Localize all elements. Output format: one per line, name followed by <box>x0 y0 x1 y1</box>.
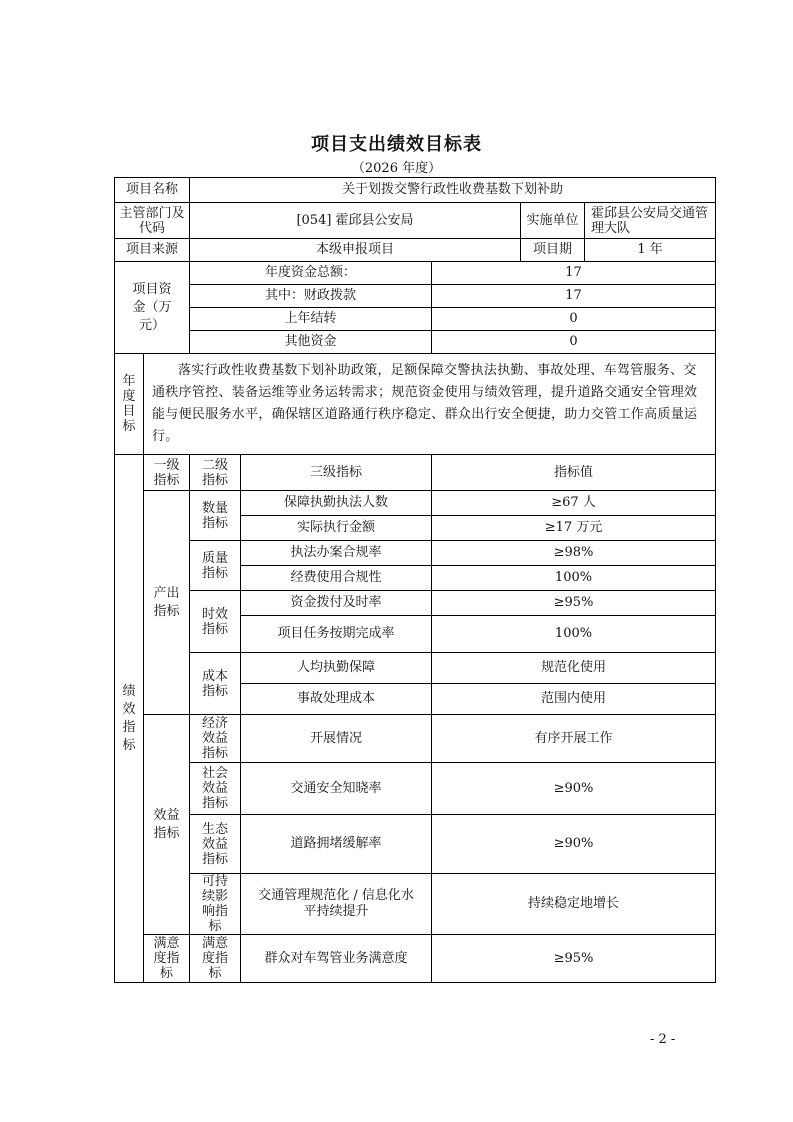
annual-total-label: 年度资金总额： <box>190 262 432 285</box>
indicator-value: 范围内使用 <box>432 684 716 715</box>
fiscal-value: 17 <box>432 285 716 308</box>
indicator-value: 有序开展工作 <box>432 715 716 763</box>
indicator-value: ≥98% <box>432 541 716 566</box>
satisfaction-sub-indicator-label: 满意度指标 <box>190 935 241 983</box>
table-row <box>115 308 716 331</box>
indicator-value: 100% <box>432 616 716 653</box>
quantity-indicator-label: 数量指标 <box>190 491 241 541</box>
project-name-value: 关于划拨交警行政性收费基数下划补助 <box>190 178 716 203</box>
table-row <box>115 815 716 874</box>
page-number: - 2 - <box>650 1032 676 1047</box>
quality-indicator-label: 质量指标 <box>190 541 241 591</box>
satisfaction-indicator-label: 满意度指标 <box>144 935 190 983</box>
eco-indicator-label: 生态效益指标 <box>190 815 241 874</box>
annual-total-value: 17 <box>432 262 716 285</box>
indicator-name: 事故处理成本 <box>241 684 432 715</box>
indicator-name: 执法办案合规率 <box>241 541 432 566</box>
table-row <box>115 178 716 203</box>
table-row <box>115 239 716 262</box>
table-row <box>115 653 716 684</box>
level1-header: 一级指标 <box>144 455 190 491</box>
indicator-name: 人均执勤保障 <box>241 653 432 684</box>
impl-unit-label: 实施单位 <box>521 203 585 239</box>
table-row <box>115 591 716 616</box>
sustain-indicator-label: 可持续影响指标 <box>190 874 241 935</box>
table-row <box>115 874 716 935</box>
performance-label: 绩效指标 <box>115 455 144 983</box>
indicator-value: ≥90% <box>432 763 716 815</box>
carryover-label: 上年结转 <box>190 308 432 331</box>
indicator-value: 持续稳定地增长 <box>432 874 716 935</box>
social-indicator-label: 社会效益指标 <box>190 763 241 815</box>
fiscal-label: 其中：财政拨款 <box>190 285 432 308</box>
indicator-value: ≥95% <box>432 591 716 616</box>
indicator-value: 规范化使用 <box>432 653 716 684</box>
table-row <box>115 763 716 815</box>
dept-code-value: [054] 霍邱县公安局 <box>190 203 521 239</box>
period-label: 项目期 <box>521 239 585 262</box>
carryover-value: 0 <box>432 308 716 331</box>
project-name-label: 项目名称 <box>115 178 190 203</box>
annual-goal-text: 落实行政性收费基数下划补助政策，足额保障交警执法执勤、事故处理、车驾管服务、交通秩序管控、装备运维等业务运转需求；规范资金使用与绩效管理，提升道路交通安全管理效能与便民服务水平，确保辖区道路通行秩序稳定、群众出行安全便捷，助力交管工作高质量运行。 <box>144 354 716 455</box>
time-indicator-label: 时效指标 <box>190 591 241 653</box>
indicator-name: 实际执行金额 <box>241 516 432 541</box>
table-row <box>115 491 716 516</box>
page-subtitle: （2026 年度） <box>351 161 442 176</box>
table-row <box>115 715 716 763</box>
table-row <box>115 935 716 983</box>
level2-header: 二级指标 <box>190 455 241 491</box>
table-row <box>115 262 716 285</box>
indicator-name: 群众对车驾管业务满意度 <box>241 935 432 983</box>
other-funds-value: 0 <box>432 331 716 354</box>
source-value: 本级申报项目 <box>190 239 521 262</box>
indicator-name: 项目任务按期完成率 <box>241 616 432 653</box>
indicator-name: 道路拥堵缓解率 <box>241 815 432 874</box>
value-header: 指标值 <box>432 455 716 491</box>
performance-target-table <box>114 177 716 983</box>
indicator-value: ≥67 人 <box>432 491 716 516</box>
cost-indicator-label: 成本指标 <box>190 653 241 715</box>
source-label: 项目来源 <box>115 239 190 262</box>
economic-indicator-label: 经济效益指标 <box>190 715 241 763</box>
table-row <box>115 354 716 455</box>
impl-unit-value: 霍邱县公安局交通管理大队 <box>585 203 716 239</box>
indicator-name: 保障执勤执法人数 <box>241 491 432 516</box>
output-indicator-label: 产出指标 <box>144 491 190 715</box>
indicator-name: 交通管理规范化 / 信息化水平持续提升 <box>241 874 432 935</box>
indicator-value: ≥95% <box>432 935 716 983</box>
indicator-name: 经费使用合规性 <box>241 566 432 591</box>
table-row <box>115 331 716 354</box>
dept-code-label: 主管部门及代码 <box>115 203 190 239</box>
indicator-name: 交通安全知晓率 <box>241 763 432 815</box>
table-row <box>115 285 716 308</box>
funds-label: 项目资金（万元） <box>115 262 190 354</box>
indicator-value: 100% <box>432 566 716 591</box>
indicator-name: 开展情况 <box>241 715 432 763</box>
table-row <box>115 541 716 566</box>
other-funds-label: 其他资金 <box>190 331 432 354</box>
level3-header: 三级指标 <box>241 455 432 491</box>
page-title: 项目支出绩效目标表 <box>311 134 482 155</box>
table-row <box>115 203 716 239</box>
indicator-name: 资金拨付及时率 <box>241 591 432 616</box>
indicator-value: ≥17 万元 <box>432 516 716 541</box>
annual-goal-label: 年度目标 <box>115 354 144 455</box>
benefit-indicator-label: 效益指标 <box>144 715 190 935</box>
period-value: 1 年 <box>585 239 716 262</box>
indicator-value: ≥90% <box>432 815 716 874</box>
table-row <box>115 455 716 491</box>
